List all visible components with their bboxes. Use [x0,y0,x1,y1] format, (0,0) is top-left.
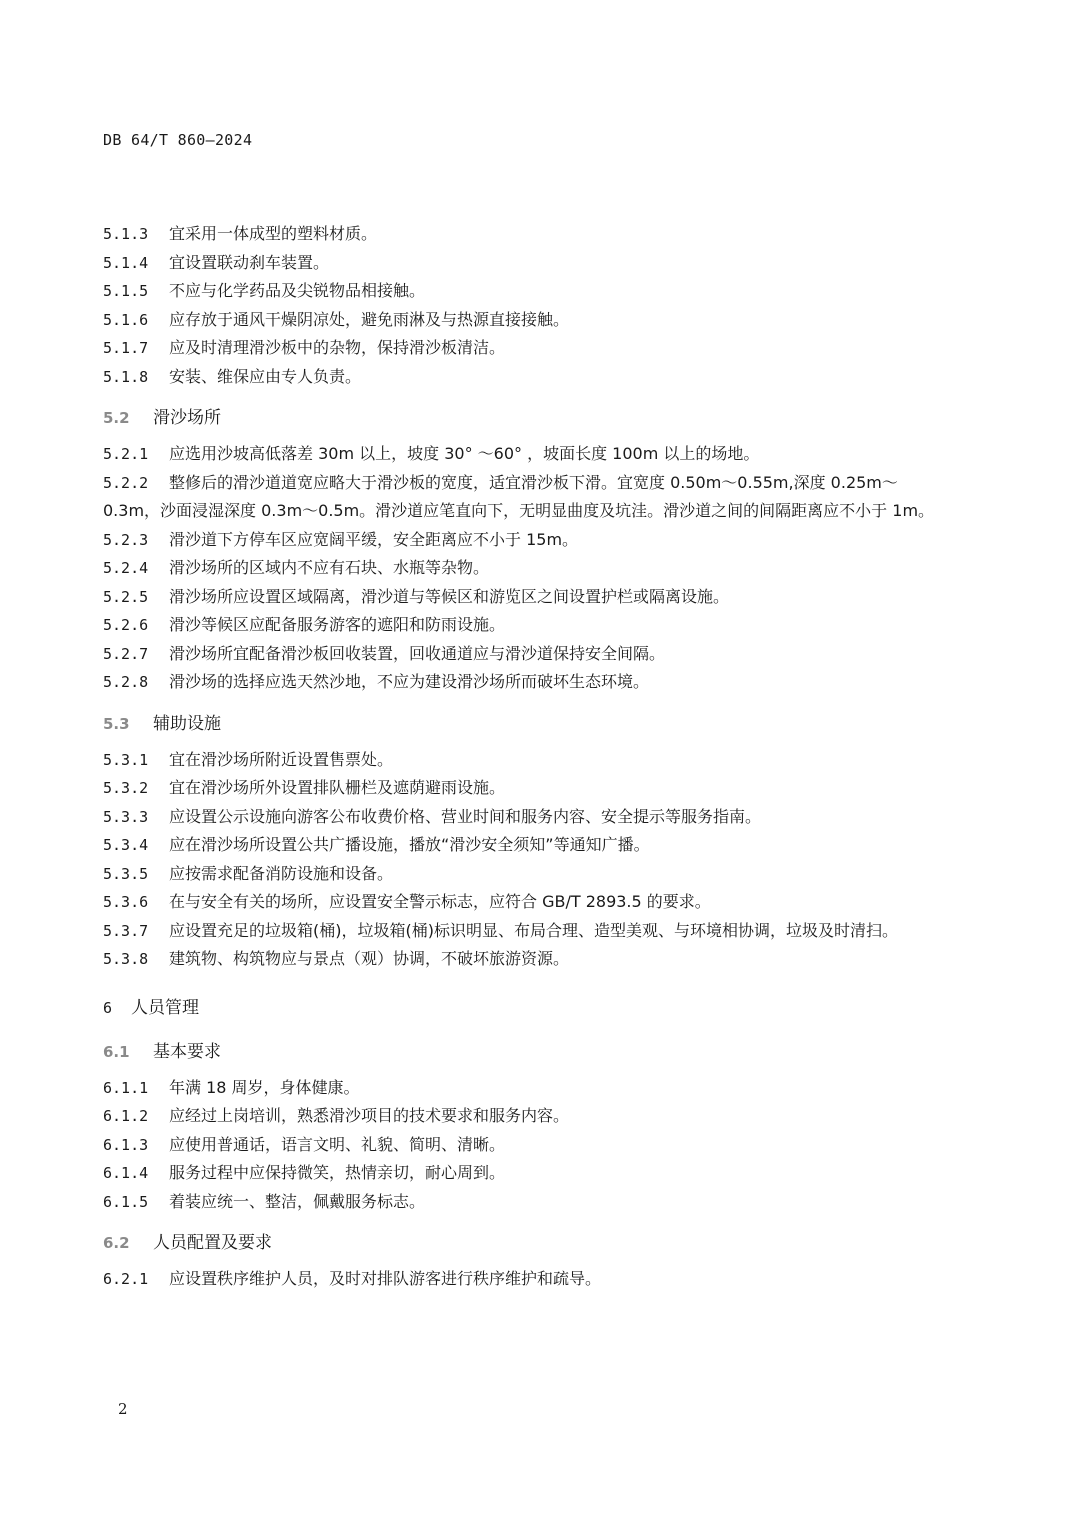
clause-number: 5.2.8 [103,673,149,691]
clause-number: 5.3.1 [103,750,149,769]
clause-text: 年满 18 周岁，身体健康。 [169,1077,360,1097]
clause-number: 5.1.7 [103,339,149,357]
clause-text: 滑沙场所宜配备滑沙板回收装置，回收通道应与滑沙道保持安全间隔。 [169,643,666,663]
clause-text: 宜在滑沙场所附近设置售票处。 [169,749,394,769]
clause-number: 5.1.5 [103,282,149,300]
clause-paragraph [103,554,951,583]
section-heading [103,710,951,738]
clause-text: 滑沙场所应设置区域隔离，滑沙道与等候区和游览区之间设置护栏或隔离设施。 [169,586,730,606]
clause-number: 5.3.8 [103,950,149,968]
clause-text: 建筑物、构筑物应与景点（观）协调，不破坏旅游资源。 [169,949,570,968]
clause-text: 在与安全有关的场所，应设置安全警示标志，应符合 GB/T 2893.5 的要求。 [169,892,711,911]
clause-number: 5.2.1 [103,445,149,463]
clause-paragraph [103,1159,951,1188]
clause-text: 应在滑沙场所设置公共广播设施，播放“滑沙安全须知”等通知广播。 [169,835,650,854]
clause-paragraph [103,1102,951,1131]
clause-text: 宜设置联动刹车装置。 [169,252,330,272]
clause-text: 应设置充足的垃圾箱(桶)，垃圾箱(桶)标识明显、布局合理、造型美观、与环境相协调，垃圾及时清扫。 [169,920,898,940]
clause-text: 人员配置及要求 [153,1233,272,1253]
clause-text: 应存放于通风干燥阴凉处，避免雨淋及与热源直接接触。 [169,309,570,329]
clause-text: 滑沙场的选择应选天然沙地，不应为建设滑沙场所而破坏生态环境。 [169,672,650,691]
clause-text: 滑沙道下方停车区应宽阔平缓，安全距离应不小于 15m。 [169,529,579,549]
clause-number: 6.1.4 [103,1164,149,1182]
clause-paragraph [103,306,951,335]
clause-text: 应经过上岗培训，熟悉滑沙项目的技术要求和服务内容。 [169,1106,570,1125]
chapter-heading [103,994,951,1022]
clause-number: 5.3.4 [103,836,149,854]
clause-text: 滑沙场所 [153,408,221,428]
clause-paragraph [103,1074,951,1103]
clause-paragraph [103,860,951,889]
clause-number: 5.3.2 [103,779,149,797]
clause-text: 滑沙场所的区域内不应有石块、水瓶等杂物。 [169,558,490,577]
clause-paragraph [103,363,951,392]
clause-text: 基本要求 [153,1041,221,1062]
clause-number: 5.1.3 [103,225,149,243]
clause-paragraph [103,668,951,697]
clause-text: 应使用普通话，语言文明、礼貌、简明、清晰。 [169,1134,506,1154]
clause-text: 滑沙等候区应配备服务游客的遮阳和防雨设施。 [169,615,506,634]
page-number: 2 [118,1400,128,1418]
clause-number: 6.2 [103,1234,130,1252]
clause-text: 宜采用一体成型的塑料材质。 [169,224,378,243]
clause-paragraph [103,945,951,974]
clause-text: 整修后的滑沙道道宽应略大于滑沙板的宽度，适宜滑沙板下滑。宜宽度 0.50m～0.55m,深度 0.25m～0.3m，沙面浸湿深度 0.3m～0.5m。滑沙道应笔直向下，无明显曲度及坑洼。滑沙道之间的间隔距离应不小于 1m。 [103,472,935,520]
clause-paragraph [103,888,951,917]
clause-number: 5.3.3 [103,807,149,826]
clause-number: 5.2.5 [103,587,149,606]
clause-text: 人员管理 [131,997,199,1018]
clause-number: 5.3.5 [103,864,149,883]
clause-text: 服务过程中应保持微笑，热情亲切，耐心周到。 [169,1163,506,1182]
clause-number: 6.1.1 [103,1078,149,1097]
clause-number: 6 [103,998,113,1017]
clause-paragraph [103,831,951,860]
section-heading [103,404,951,432]
clause-paragraph [103,1265,951,1294]
clause-text: 安装、维保应由专人负责。 [169,366,362,386]
clause-number: 6.2.1 [103,1270,149,1288]
clause-paragraph [103,440,951,469]
clause-text: 不应与化学药品及尖锐物品相接触。 [169,281,426,300]
section-heading [103,1038,951,1066]
clause-paragraph [103,249,951,278]
clause-paragraph [103,1131,951,1160]
clause-paragraph [103,803,951,832]
clause-number: 5.2.3 [103,530,149,549]
clause-text: 应及时清理滑沙板中的杂物，保持滑沙板清洁。 [169,338,506,357]
clause-paragraph [103,917,951,946]
clause-paragraph [103,746,951,775]
clause-text: 应设置公示设施向游客公布收费价格、营业时间和服务内容、安全提示等服务指南。 [169,806,762,826]
clause-number: 5.1.4 [103,253,149,272]
clause-number: 5.3 [103,714,130,733]
clause-paragraph [103,220,951,249]
clause-number: 5.3.6 [103,893,149,911]
clause-number: 5.2 [103,409,130,427]
clause-text: 应按需求配备消防设施和设备。 [169,863,394,883]
document-code: DB 64/T 860—2024 [103,131,253,149]
clause-paragraph [103,469,951,526]
clause-paragraph [103,774,951,803]
clause-paragraph [103,640,951,669]
clause-number: 5.1.6 [103,310,149,329]
clause-paragraph [103,583,951,612]
clause-paragraph [103,277,951,306]
clause-number: 5.2.2 [103,473,149,492]
clause-paragraph [103,334,951,363]
clause-number: 5.2.4 [103,559,149,577]
clause-text: 应设置秩序维护人员，及时对排队游客进行秩序维护和疏导。 [169,1269,602,1288]
document-body [103,220,951,1294]
clause-paragraph [103,611,951,640]
clause-text: 应选用沙坡高低落差 30m 以上，坡度 30° ～60° ，坡面长度 100m 以上的场地。 [169,444,760,463]
clause-number: 5.2.6 [103,616,149,634]
clause-number: 5.3.7 [103,921,149,940]
clause-text: 着装应统一、整洁，佩戴服务标志。 [169,1191,426,1211]
clause-number: 5.2.7 [103,644,149,663]
clause-number: 6.1.2 [103,1107,149,1125]
section-heading [103,1229,951,1257]
clause-paragraph [103,1188,951,1217]
clause-text: 辅助设施 [153,713,221,734]
clause-number: 5.1.8 [103,367,149,386]
clause-text: 宜在滑沙场所外设置排队栅栏及遮荫避雨设施。 [169,778,506,797]
clause-number: 6.1 [103,1042,130,1061]
clause-number: 6.1.3 [103,1135,149,1154]
clause-number: 6.1.5 [103,1192,149,1211]
clause-paragraph [103,526,951,555]
